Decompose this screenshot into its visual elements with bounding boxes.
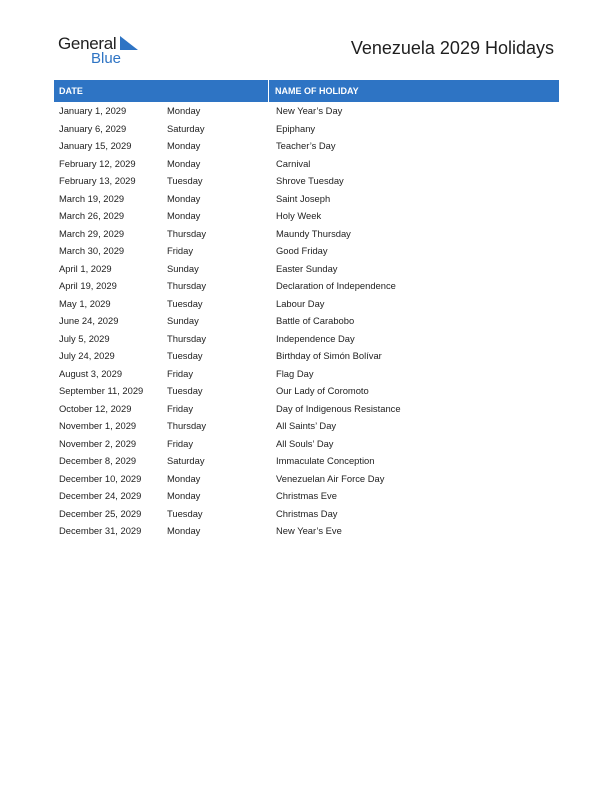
holiday-date: September 11, 2029 (59, 385, 144, 397)
holiday-date: March 26, 2029 (59, 210, 125, 222)
holiday-date: November 1, 2029 (59, 420, 137, 432)
holiday-name: Battle of Carabobo (276, 315, 355, 327)
holiday-date: April 19, 2029 (59, 280, 117, 292)
holiday-date: February 13, 2029 (59, 175, 136, 187)
table-row (54, 470, 559, 488)
table-row (54, 120, 559, 138)
holiday-weekday: Thursday (167, 280, 207, 292)
holiday-date: January 6, 2029 (59, 122, 127, 134)
holiday-weekday: Tuesday (167, 175, 203, 187)
holiday-name: Venezuelan Air Force Day (276, 472, 385, 484)
holiday-name: Flag Day (276, 367, 314, 379)
table-row (54, 452, 559, 470)
holiday-weekday: Tuesday (167, 385, 203, 397)
holiday-weekday: Monday (167, 472, 201, 484)
holiday-weekday: Thursday (167, 420, 207, 432)
holiday-weekday: Sunday (167, 262, 199, 274)
table-row (54, 277, 559, 295)
holiday-weekday: Tuesday (167, 350, 203, 362)
table-body (54, 102, 559, 540)
table-row (54, 505, 559, 523)
holiday-date: May 1, 2029 (59, 297, 111, 309)
holiday-weekday: Monday (167, 105, 201, 117)
holiday-name: Good Friday (276, 245, 328, 257)
holiday-date: February 12, 2029 (59, 157, 136, 169)
table-header (54, 80, 559, 102)
table-row (54, 312, 559, 330)
holiday-date: December 31, 2029 (59, 525, 142, 537)
holiday-name: New Year’s Day (276, 105, 343, 117)
logo-triangle-icon (120, 36, 138, 50)
holiday-name: All Souls’ Day (276, 437, 334, 449)
table-row (54, 225, 559, 243)
table-row (54, 487, 559, 505)
holiday-name: Immaculate Conception (276, 455, 375, 467)
table-row (54, 207, 559, 225)
holiday-name: Labour Day (276, 297, 325, 309)
table-row (54, 242, 559, 260)
page-title: Venezuela 2029 Holidays (350, 38, 554, 58)
table-row (54, 417, 559, 435)
holiday-date: March 29, 2029 (59, 227, 125, 239)
holiday-name: Teacher’s Day (276, 140, 336, 152)
header-holiday-name: NAME OF HOLIDAY (275, 86, 359, 96)
table-row (54, 330, 559, 348)
holiday-name: Holy Week (276, 210, 322, 222)
holiday-name: Christmas Day (276, 507, 338, 519)
holiday-name: Christmas Eve (276, 490, 337, 502)
table-row (54, 435, 559, 453)
holiday-table (54, 80, 559, 540)
holiday-date: October 12, 2029 (59, 402, 132, 414)
holiday-weekday: Sunday (167, 315, 199, 327)
table-row (54, 347, 559, 365)
holiday-weekday: Saturday (167, 122, 205, 134)
holiday-weekday: Monday (167, 140, 201, 152)
holiday-weekday: Friday (167, 245, 194, 257)
holiday-date: July 5, 2029 (59, 332, 110, 344)
holiday-name: Shrove Tuesday (276, 175, 344, 187)
holiday-name: Declaration of Independence (276, 280, 396, 292)
holiday-name: Maundy Thursday (276, 227, 351, 239)
holiday-date: March 19, 2029 (59, 192, 125, 204)
holiday-weekday: Tuesday (167, 507, 203, 519)
holiday-weekday: Monday (167, 210, 201, 222)
holiday-date: December 25, 2029 (59, 507, 142, 519)
table-row (54, 155, 559, 173)
holiday-weekday: Friday (167, 437, 194, 449)
holiday-weekday: Monday (167, 192, 201, 204)
holiday-date: January 15, 2029 (59, 140, 132, 152)
table-row (54, 172, 559, 190)
holiday-date: November 2, 2029 (59, 437, 137, 449)
holiday-name: Birthday of Simón Bolívar (276, 350, 382, 362)
holiday-date: January 1, 2029 (59, 105, 127, 117)
table-row (54, 102, 559, 120)
holiday-weekday: Thursday (167, 227, 207, 239)
holiday-weekday: Friday (167, 402, 194, 414)
holiday-name: Our Lady of Coromoto (276, 385, 369, 397)
logo-word-general: General (58, 34, 117, 53)
holiday-name: Carnival (276, 157, 311, 169)
holiday-weekday: Monday (167, 157, 201, 169)
holiday-date: March 30, 2029 (59, 245, 125, 257)
holiday-name: Independence Day (276, 332, 355, 344)
holiday-weekday: Friday (167, 367, 194, 379)
holiday-date: December 10, 2029 (59, 472, 142, 484)
table-row (54, 137, 559, 155)
holiday-weekday: Monday (167, 525, 201, 537)
holiday-name: Day of Indigenous Resistance (276, 402, 401, 414)
holiday-weekday: Saturday (167, 455, 205, 467)
table-row (54, 260, 559, 278)
table-row (54, 382, 559, 400)
table-row (54, 400, 559, 418)
holiday-name: Epiphany (276, 122, 316, 134)
table-row (54, 190, 559, 208)
holiday-name: New Year’s Eve (276, 525, 342, 537)
table-row (54, 365, 559, 383)
table-row (54, 295, 559, 313)
holiday-weekday: Thursday (167, 332, 207, 344)
holiday-date: August 3, 2029 (59, 367, 123, 379)
holiday-date: July 24, 2029 (59, 350, 115, 362)
brand-logo (58, 34, 148, 68)
holiday-weekday: Monday (167, 490, 201, 502)
holiday-date: December 24, 2029 (59, 490, 142, 502)
holiday-weekday: Tuesday (167, 297, 203, 309)
holiday-date: June 24, 2029 (59, 315, 119, 327)
holiday-name: Saint Joseph (276, 192, 331, 204)
table-row (54, 522, 559, 540)
holiday-name: Easter Sunday (276, 262, 338, 274)
holiday-name: All Saints’ Day (276, 420, 337, 432)
holiday-date: April 1, 2029 (59, 262, 112, 274)
holiday-date: December 8, 2029 (59, 455, 137, 467)
logo-word-blue: Blue (91, 50, 122, 67)
header-date: DATE (54, 80, 269, 102)
